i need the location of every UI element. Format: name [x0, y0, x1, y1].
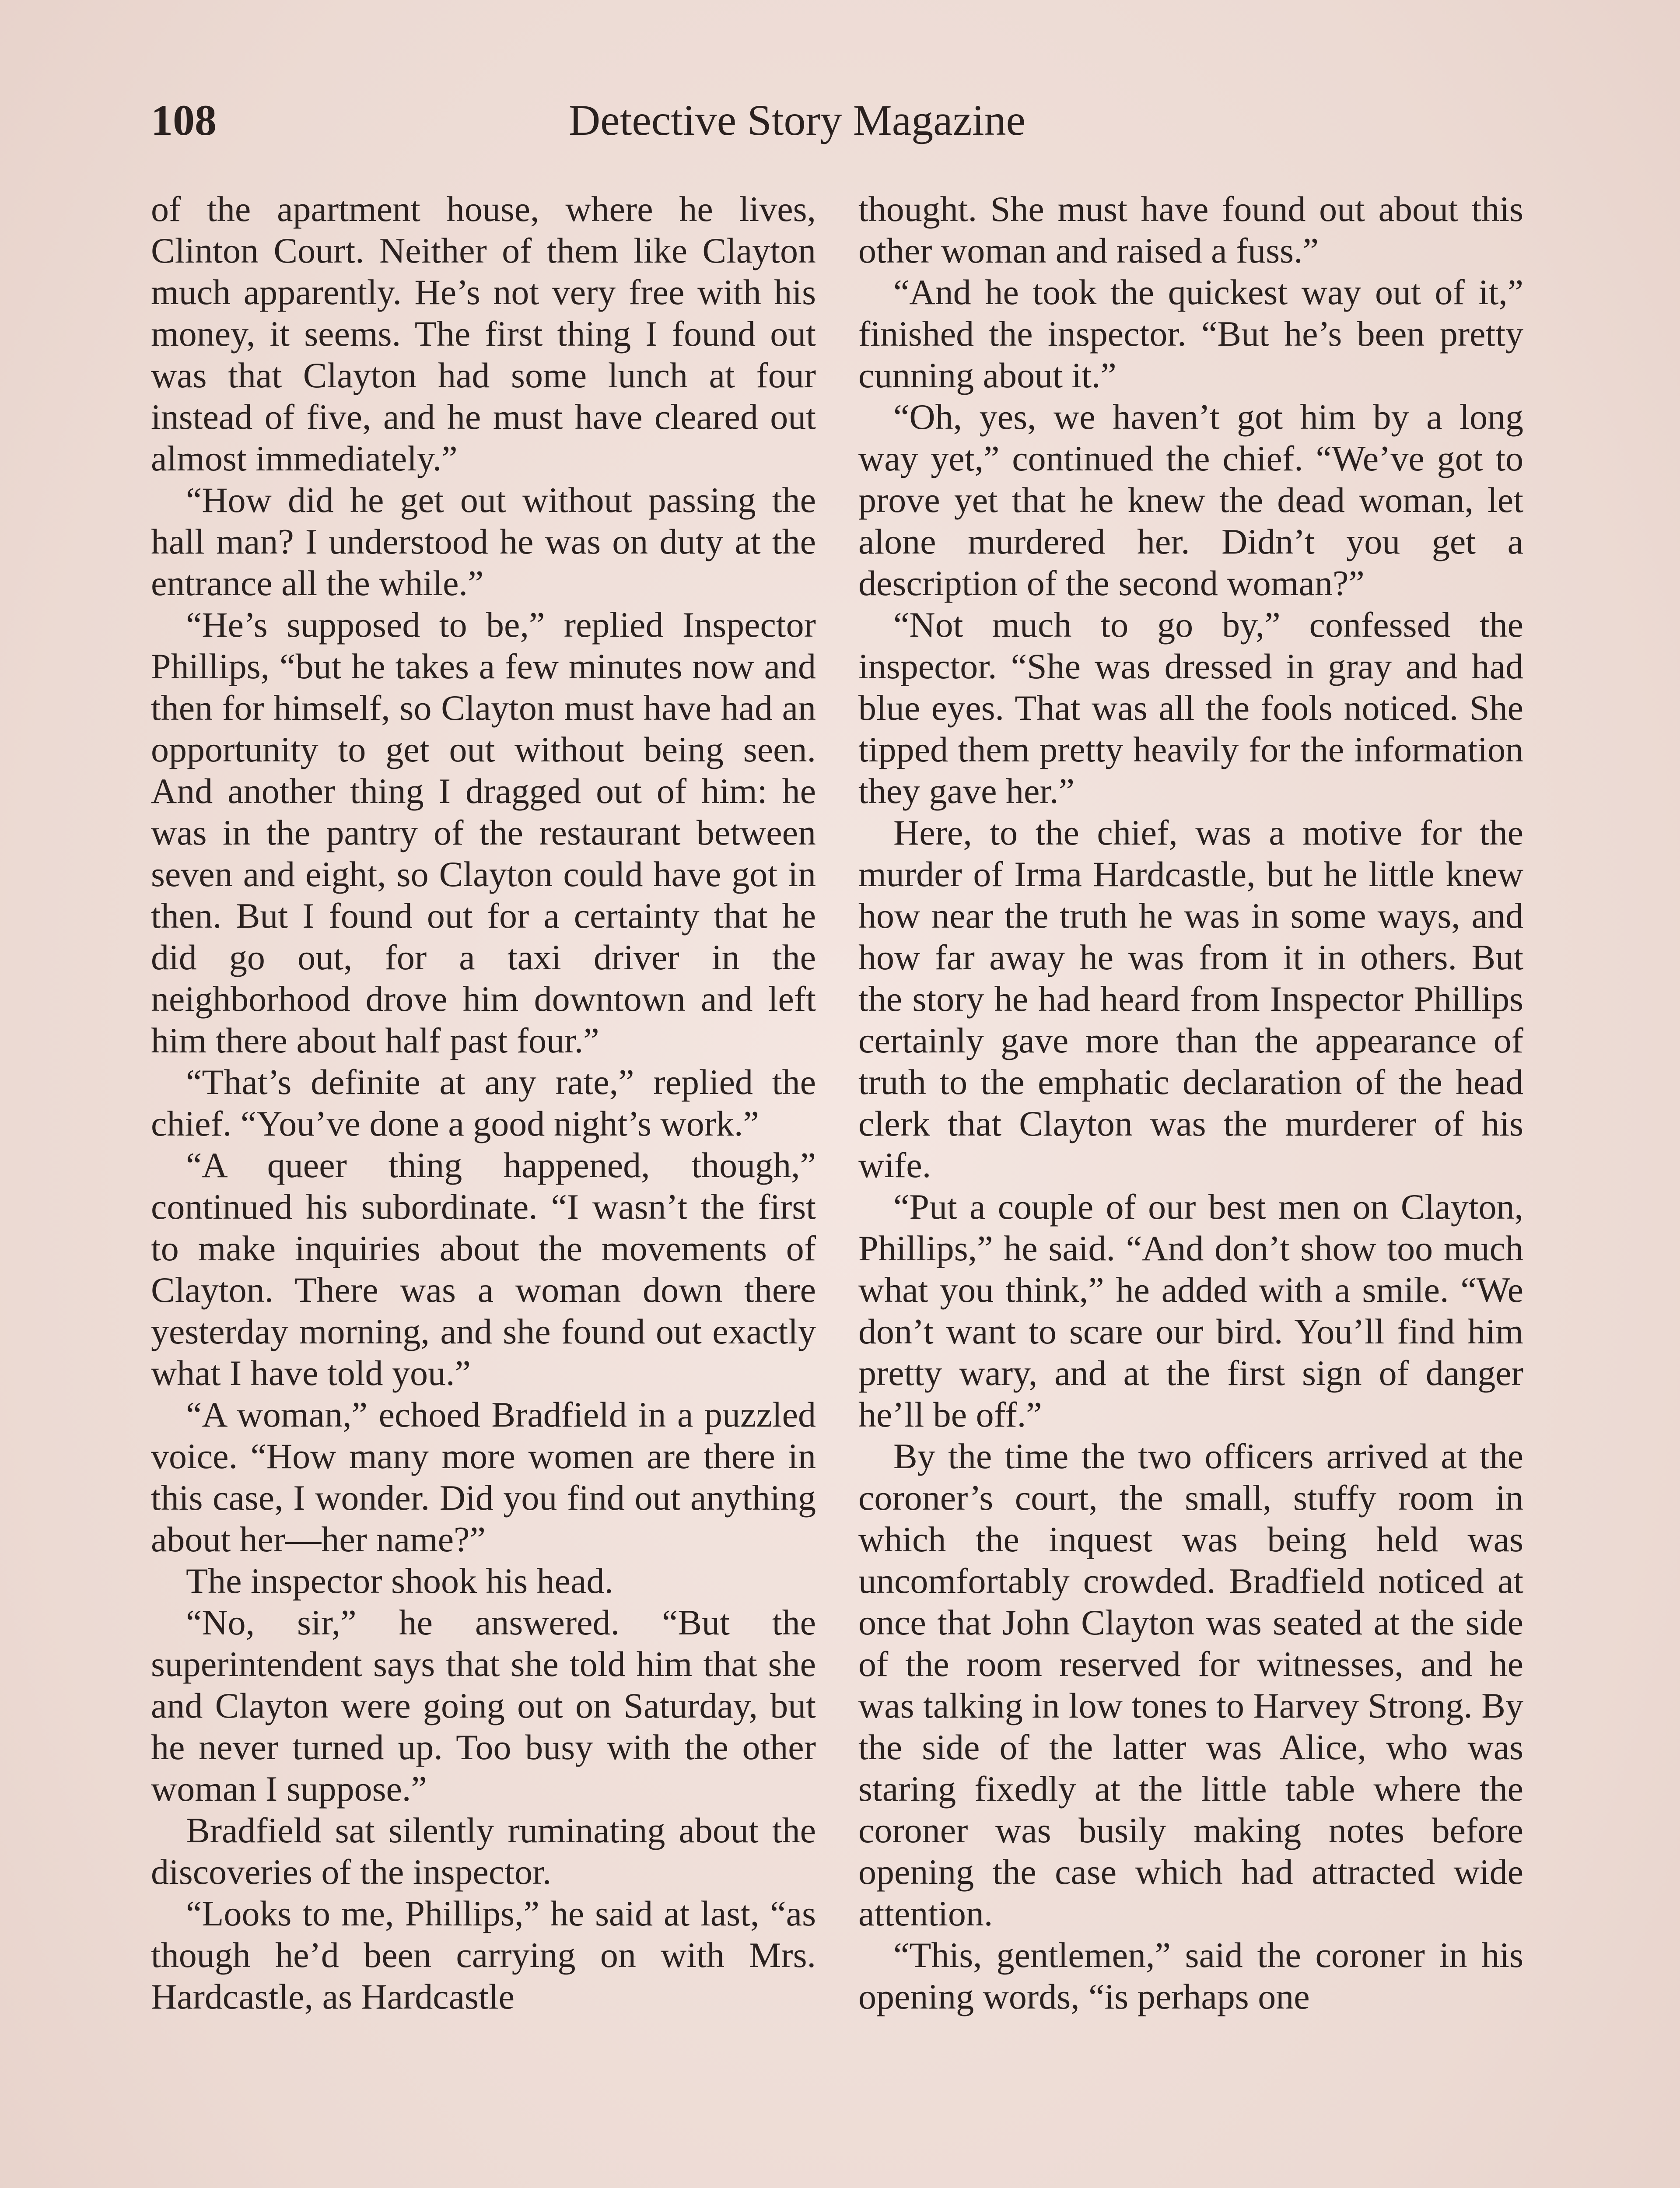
paragraph: “Oh, yes, we haven’t got him by a long way yet,” continued the chief. “We’ve got to prove yet that he knew the dead woman, let alone murdered her. Didn’t you get a description of the second woman?” [858, 397, 1523, 603]
paragraph: “No, sir,” he answered. “But the superintendent says that she told him that she and Clayton were going out on Saturday, but he never turned up. Too busy with the other woman I suppose.” [151, 1602, 816, 1809]
right-column [858, 188, 1523, 2017]
paragraph: “A queer thing happened, though,” continued his subordinate. “I wasn’t the first to make inquiries about the movements of Clayton. There was a woman down there yesterday morning, and she found out exactly what I have told you.” [151, 1145, 816, 1393]
running-title: Detective Story Magazine [569, 96, 1026, 144]
paragraph: “And he took the quickest way out of it,” finished the inspector. “But he’s been pretty cunning about it.” [858, 272, 1523, 395]
paragraph: thought. She must have found out about this other woman and raised a fuss.” [858, 189, 1523, 270]
paragraph: “How did he get out without passing the hall man? I understood he was on duty at the entrance all the while.” [151, 480, 816, 603]
paragraph: “Looks to me, Phillips,” he said at last, “as though he’d been carrying on with Mrs. Hardcastle, as Hardcastle [151, 1893, 816, 2016]
paragraph: The inspector shook his head. [186, 1561, 613, 1601]
paragraph: “He’s supposed to be,” replied Inspector Phillips, “but he takes a few minutes now and then for himself, so Clayton must have had an opportunity to get out without being seen. And another thing I dragged out of him: he was in the pantry of the restaurant between seven and eight, so Clayton could have got in then. But I found out for a certainty that he did go out, for a taxi driver in the neighborhood drove him downtown and left him there about half past four.” [151, 605, 816, 1060]
paragraph: of the apartment house, where he lives, Clinton Court. Neither of them like Clayton much apparently. He’s not very free with his money, it seems. The first thing I found out was that Clayton had some lunch at four instead of five, and he must have cleared out almost immediately.” [151, 189, 816, 478]
paragraph: “Not much to go by,” confessed the inspector. “She was dressed in gray and had blue eyes. That was all the fools noticed. She tipped them pretty heavily for the information they gave her.” [858, 605, 1523, 811]
paragraph: “Put a couple of our best men on Clayton, Phillips,” he said. “And don’t show too much what you think,” he added with a smile. “We don’t want to scare our bird. You’ll find him pretty wary, and at the first sign of danger he’ll be off.” [858, 1187, 1523, 1434]
paragraph: “A woman,” echoed Bradfield in a puzzled voice. “How many more women are there in this case, I wonder. Did you find out anything about her—her name?” [151, 1395, 816, 1559]
page-number: 108 [151, 96, 217, 144]
paragraph: “That’s definite at any rate,” replied the chief. “You’ve done a good night’s work.” [151, 1062, 816, 1143]
paragraph: By the time the two officers arrived at the coroner’s court, the small, stuffy room in which the inquest was being held was uncomfortably crowded. Bradfield noticed at once that John Clayton was seated at the side of the room reserved for witnesses, and he was talking in low tones to Harvey Strong. By the side of the latter was Alice, who was staring fixedly at the little table where the coroner was busily making notes before opening the case which had attracted wide attention. [858, 1436, 1523, 1933]
paragraph: Here, to the chief, was a motive for the murder of Irma Hardcastle, but he little knew how near the truth he was in some ways, and how far away he was from it in others. But the story he had heard from Inspector Phillips certainly gave more than the appearance of truth to the emphatic declaration of the head clerk that Clayton was the murderer of his wife. [858, 813, 1523, 1185]
paragraph: Bradfield sat silently ruminating about the discoveries of the inspector. [151, 1810, 816, 1892]
left-column [151, 188, 816, 2017]
paragraph: “This, gentlemen,” said the coroner in his opening words, “is perhaps one [858, 1935, 1523, 2016]
